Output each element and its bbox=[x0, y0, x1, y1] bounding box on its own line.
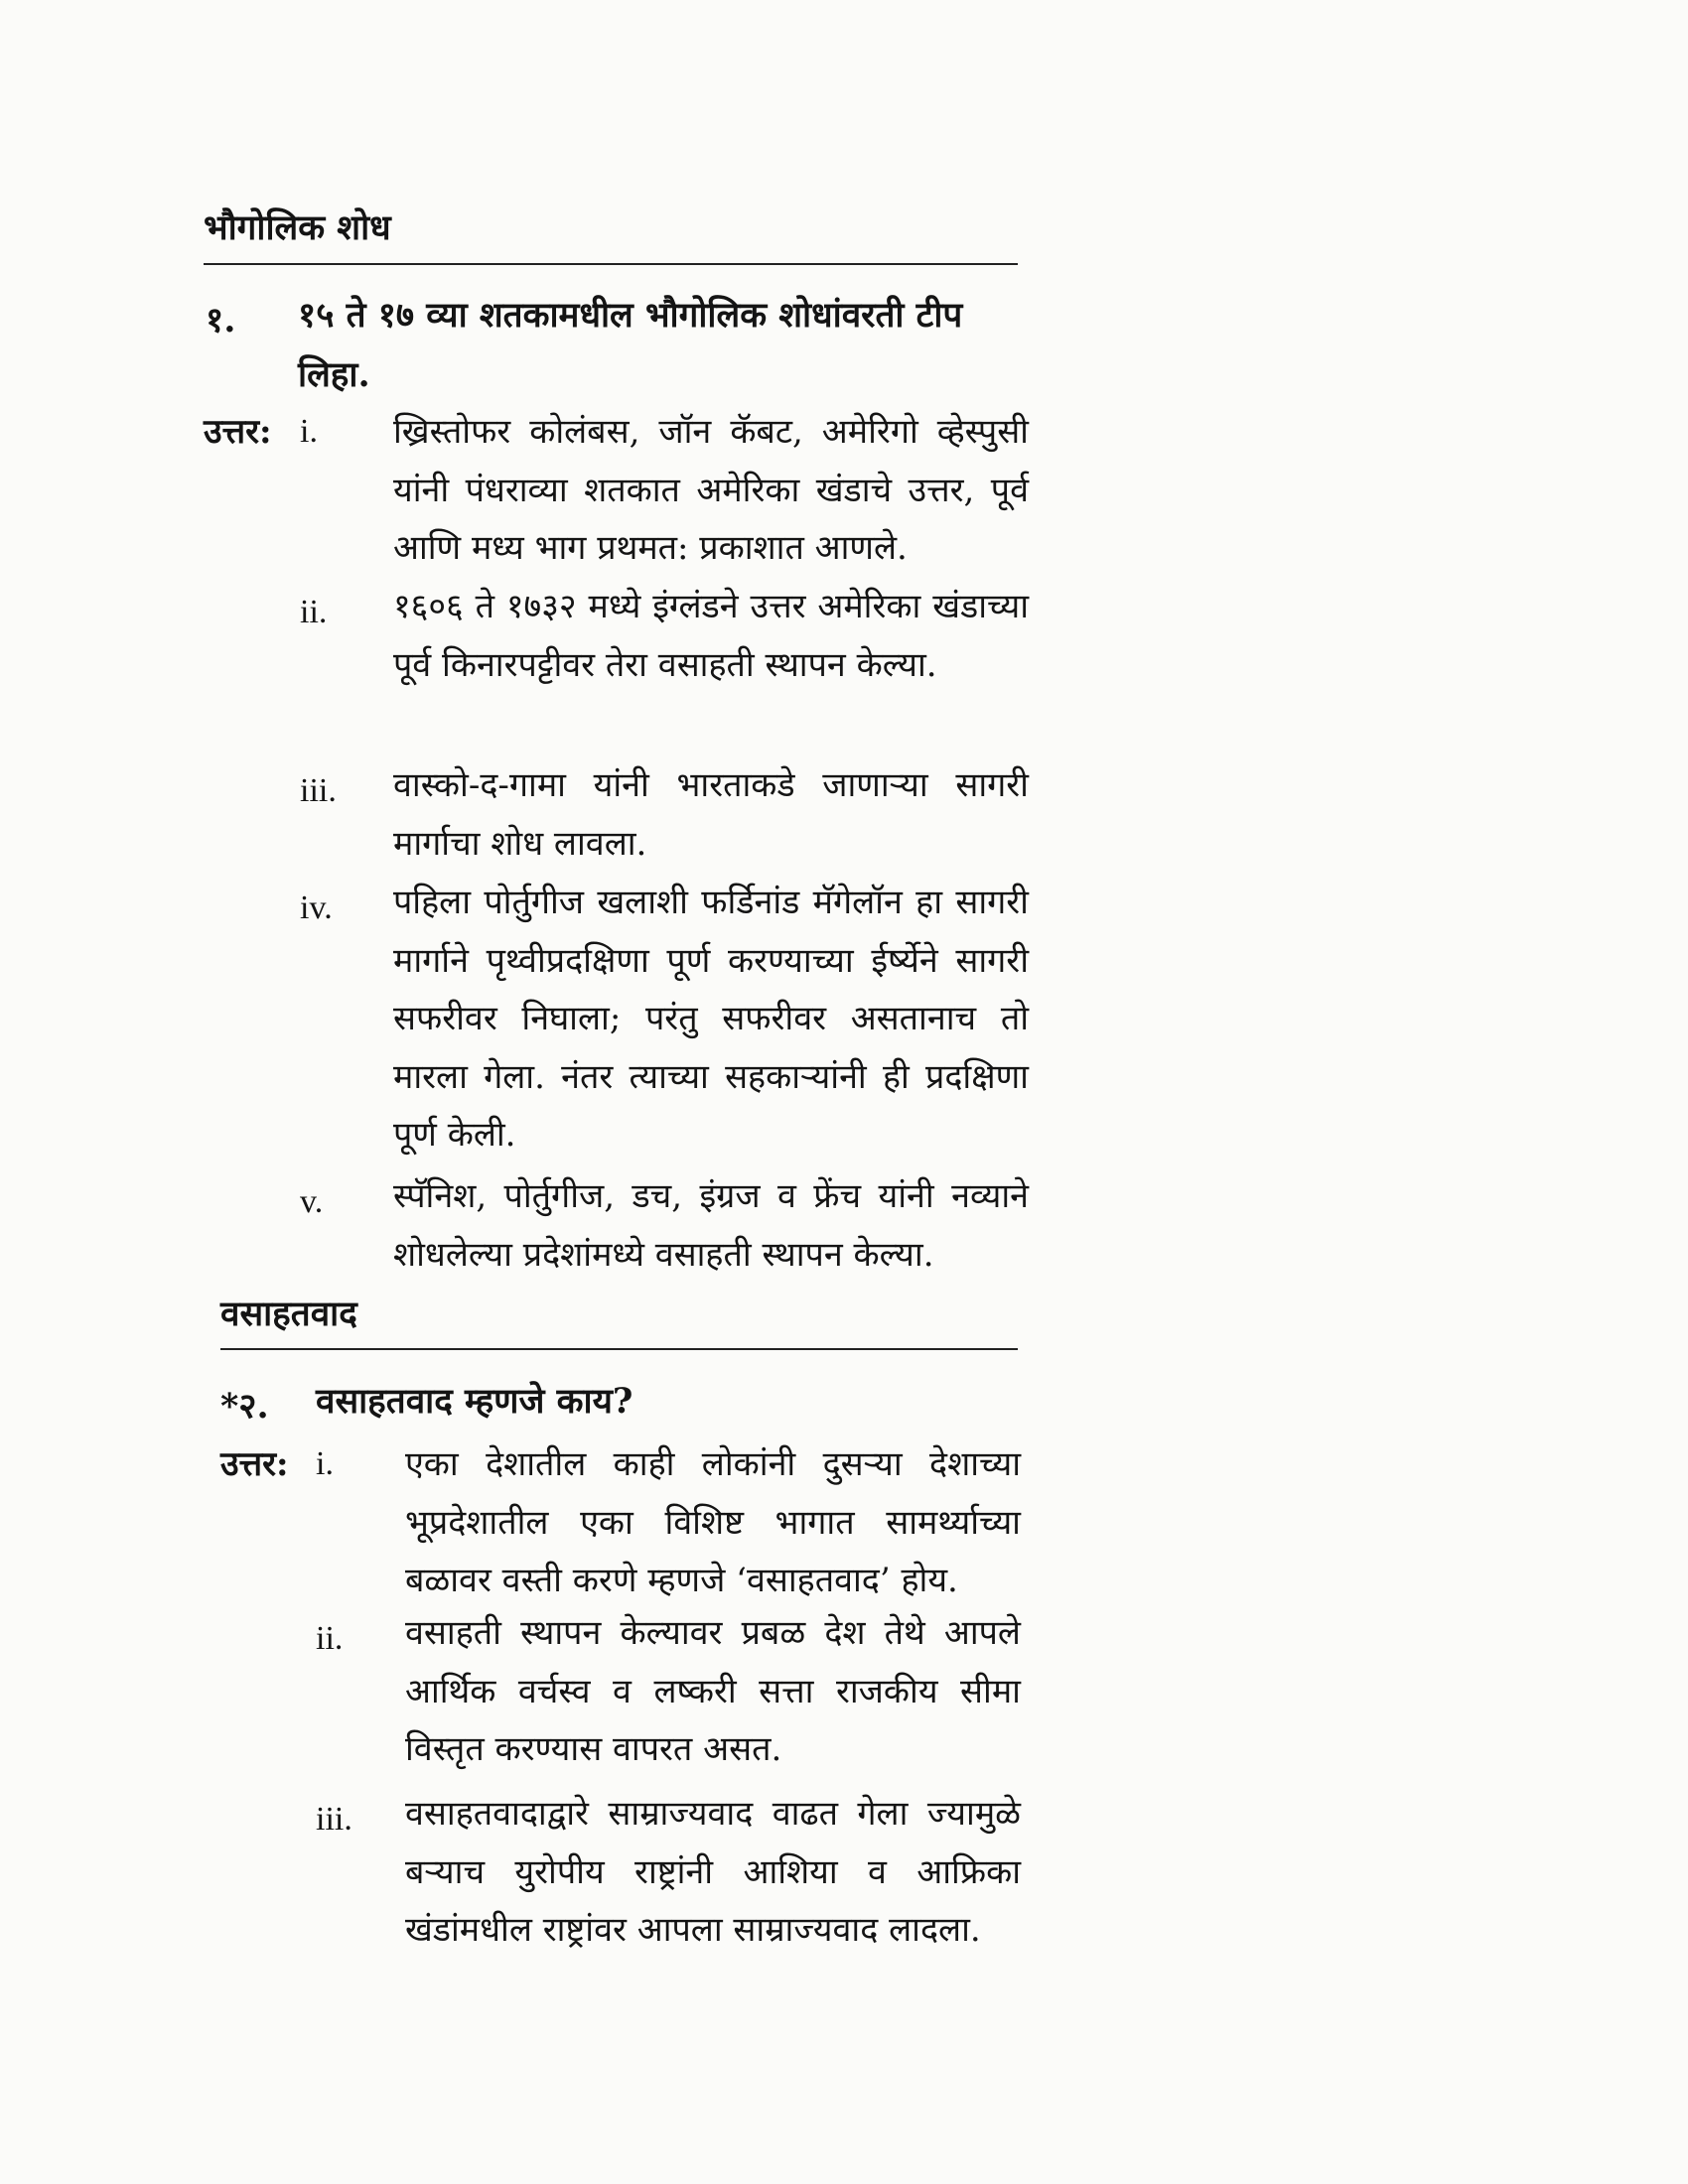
answer-label bbox=[204, 403, 272, 461]
answer-label bbox=[220, 1435, 289, 1493]
question-text: १५ ते १७ व्या शतकामधील भौगोलिक शोधांवरती टीप लिहा. bbox=[298, 295, 963, 395]
answer-point-text: पहिला पोर्तुगीज खलाशी फर्डिनांड मॅगेलॉन हा सागरी मार्गाने पृथ्वीप्रदक्षिणा पूर्ण करण्याच्या ईर्ष्येने सागरी सफरीवर निघाला; परंतु सफरीवर असतानाच तो मारला गेला. नंतर त्याच्या सहकाऱ्यांनी ही प्रदक्षिणा पूर्ण केली. bbox=[393, 883, 1029, 1155]
point-number: iv. bbox=[300, 889, 333, 926]
point-number: v. bbox=[300, 1183, 324, 1220]
question-number: *२. bbox=[220, 1386, 269, 1427]
answer-point-text: ख्रिस्तोफर कोलंबस, जॉन कॅबट, अमेरिगो व्हेस्पुसी यांनी पंधराव्या शतकात अमेरिका खंडाचे उत्तर, पूर्व आणि मध्य भाग प्रथमत: प्रकाशात आणले. bbox=[393, 412, 1029, 568]
section-heading-colonialism: वसाहतवाद bbox=[220, 1294, 357, 1334]
point-number: i. bbox=[316, 1445, 334, 1482]
answer-point-text: स्पॅनिश, पोर्तुगीज, डच, इंग्रज व फ्रेंच यांनी नव्याने शोधलेल्या प्रदेशांमध्ये वसाहती स्थापन केल्या. bbox=[393, 1176, 1029, 1275]
answer-point-text: एका देशातील काही लोकांनी दुसऱ्या देशाच्या भूप्रदेशातील एका विशिष्ट भागात सामर्थ्याच्या बळावर वस्ती करणे म्हणजे ‘वसाहतवाद’ होय. bbox=[405, 1444, 1021, 1600]
point-number: i. bbox=[300, 413, 318, 450]
answer-point-text: १६०६ ते १७३२ मध्ये इंग्लंडने उत्तर अमेरिका खंडाच्या पूर्व किनारपट्टीवर तेरा वसाहती स्थापन केल्या. bbox=[393, 587, 1029, 685]
section-heading-geographic-discoveries: भौगोलिक शोध bbox=[204, 207, 391, 248]
point-number: iii. bbox=[300, 772, 337, 809]
section-underline bbox=[220, 1348, 1018, 1350]
point-number: iii. bbox=[316, 1801, 352, 1838]
answer-label-text: उत्तर: bbox=[220, 1444, 289, 1484]
answer-point-text: वसाहतवादाद्वारे साम्राज्यवाद वाढत गेला ज्यामुळे बऱ्याच युरोपीय राष्ट्रांनी आशिया व आफ्रिका खंडांमधील राष्ट्रांवर आपला साम्राज्यवाद लादला. bbox=[405, 1794, 1021, 1950]
answer-point-text: वसाहती स्थापन केल्यावर प्रबळ देश तेथे आपले आर्थिक वर्चस्व व लष्करी सत्ता राजकीय सीमा विस्तृत करण्यास वापरत असत. bbox=[405, 1613, 1021, 1769]
point-number: ii. bbox=[300, 594, 328, 630]
answer-label-text: उत्तर: bbox=[204, 412, 272, 452]
question-number: १. bbox=[206, 300, 236, 341]
answer-point-text: वास्को-द-गामा यांनी भारताकडे जाणाऱ्या सागरी मार्गाचा शोध लावला. bbox=[393, 765, 1029, 864]
point-number: ii. bbox=[316, 1620, 344, 1657]
section-underline bbox=[204, 263, 1018, 265]
question-text: वसाहतवाद म्हणजे काय? bbox=[316, 1381, 633, 1422]
